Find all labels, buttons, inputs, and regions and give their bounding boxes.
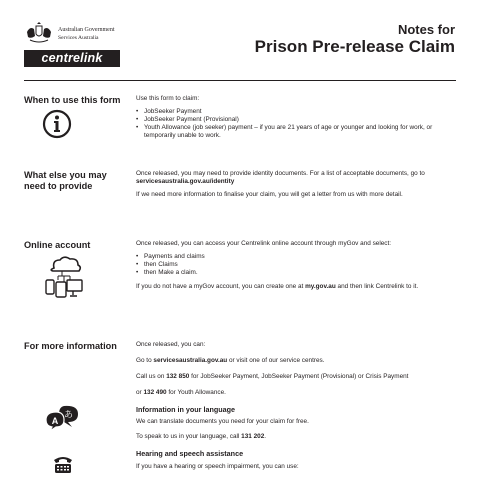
section-online-account	[0, 240, 480, 310]
list-item: • then Make a claim.	[136, 269, 456, 277]
intro-text: Once released, you can access your Centrelink online account through myGov and select:	[136, 240, 392, 247]
phone-text	[136, 389, 456, 397]
section-what-else	[0, 170, 480, 220]
hearing-heading: Hearing and speech assistance	[136, 449, 244, 459]
text-span: and then link Centrelink to it.	[335, 283, 419, 291]
tty-phone-icon	[52, 454, 74, 474]
coat-of-arms-icon	[24, 22, 54, 46]
list-item: • Payments and claims	[136, 253, 456, 261]
language-phone-text	[136, 433, 456, 441]
text-span: or visit one of our service centres.	[227, 357, 325, 365]
phone-text	[136, 373, 456, 381]
claim-list	[136, 108, 456, 141]
website-link[interactable]: servicesaustralia.gov.au	[153, 357, 228, 365]
text-span: To speak to us in your language, call	[136, 433, 242, 441]
text-span: Go to	[136, 357, 154, 365]
section-body	[136, 341, 456, 475]
section-heading: For more information	[24, 341, 117, 351]
translation-icon	[44, 404, 80, 432]
hearing-text: If you have a hearing or speech impairment, you can use:	[136, 462, 299, 470]
list-item: • Youth Allowance (job seeker) payment – if you are 21 years of age or younger and looking for work, or temporarily unable to work.	[136, 124, 456, 140]
gov-name: Australian Government	[58, 27, 115, 33]
phone-number: 131 202	[241, 433, 265, 441]
list-item: • then Claims	[136, 261, 456, 269]
language-heading: Information in your language	[136, 404, 236, 414]
phone-number: 132 490	[143, 388, 167, 396]
mygov-text	[136, 283, 456, 291]
translation-text: We can translate documents you need for your claim for free.	[136, 418, 309, 426]
svg-text:A: A	[51, 416, 59, 426]
mygov-link[interactable]: my.gov.au	[305, 283, 336, 291]
section-when-to-use	[0, 95, 480, 155]
svg-text:あ: あ	[63, 410, 74, 421]
intro-text: Once released, you can:	[136, 341, 206, 348]
identity-text	[136, 170, 456, 186]
list-item: • JobSeeker Payment	[136, 108, 456, 116]
section-heading: What else you may need to provide	[24, 170, 107, 191]
section-heading: When to use this form	[24, 95, 121, 105]
text-span: Once released, you may need to provide identity documents. For a list of acceptable documents, go to	[136, 170, 425, 177]
info-text: If we need more information to finalise your claim, you will get a letter from us with more detail.	[136, 190, 403, 198]
intro-text: Use this form to claim:	[136, 95, 200, 102]
text-span: .	[264, 433, 267, 441]
header-divider	[24, 80, 456, 81]
centrelink-brand	[24, 50, 120, 67]
gov-agency: Services Australia	[58, 35, 99, 41]
section-body	[136, 170, 456, 203]
text-span: If you do not have a myGov account, you can create one at	[136, 283, 306, 291]
text-span: or	[136, 388, 144, 396]
info-icon	[42, 109, 72, 139]
cloud-devices-icon	[40, 254, 84, 302]
title-notes: Notes for	[397, 22, 455, 37]
section-more-information	[0, 341, 480, 480]
website-text	[136, 357, 456, 365]
page-header	[0, 0, 480, 78]
page-title: Prison Pre-release Claim	[254, 37, 455, 56]
text-span: for JobSeeker Payment, JobSeeker Payment (Provisional) or Crisis Payment	[189, 373, 409, 381]
list-item: • JobSeeker Payment (Provisional)	[136, 116, 456, 124]
section-body	[136, 95, 456, 145]
phone-number: 132 850	[166, 373, 190, 381]
mygov-steps-list	[136, 253, 456, 278]
identity-link[interactable]: servicesaustralia.gov.au/identity	[136, 178, 235, 186]
text-span: Call us on	[136, 373, 167, 381]
text-span: for Youth Allowance.	[166, 388, 226, 396]
section-heading: Online account	[24, 240, 91, 250]
brand-text: centrelink	[41, 51, 103, 65]
section-body	[136, 240, 456, 296]
